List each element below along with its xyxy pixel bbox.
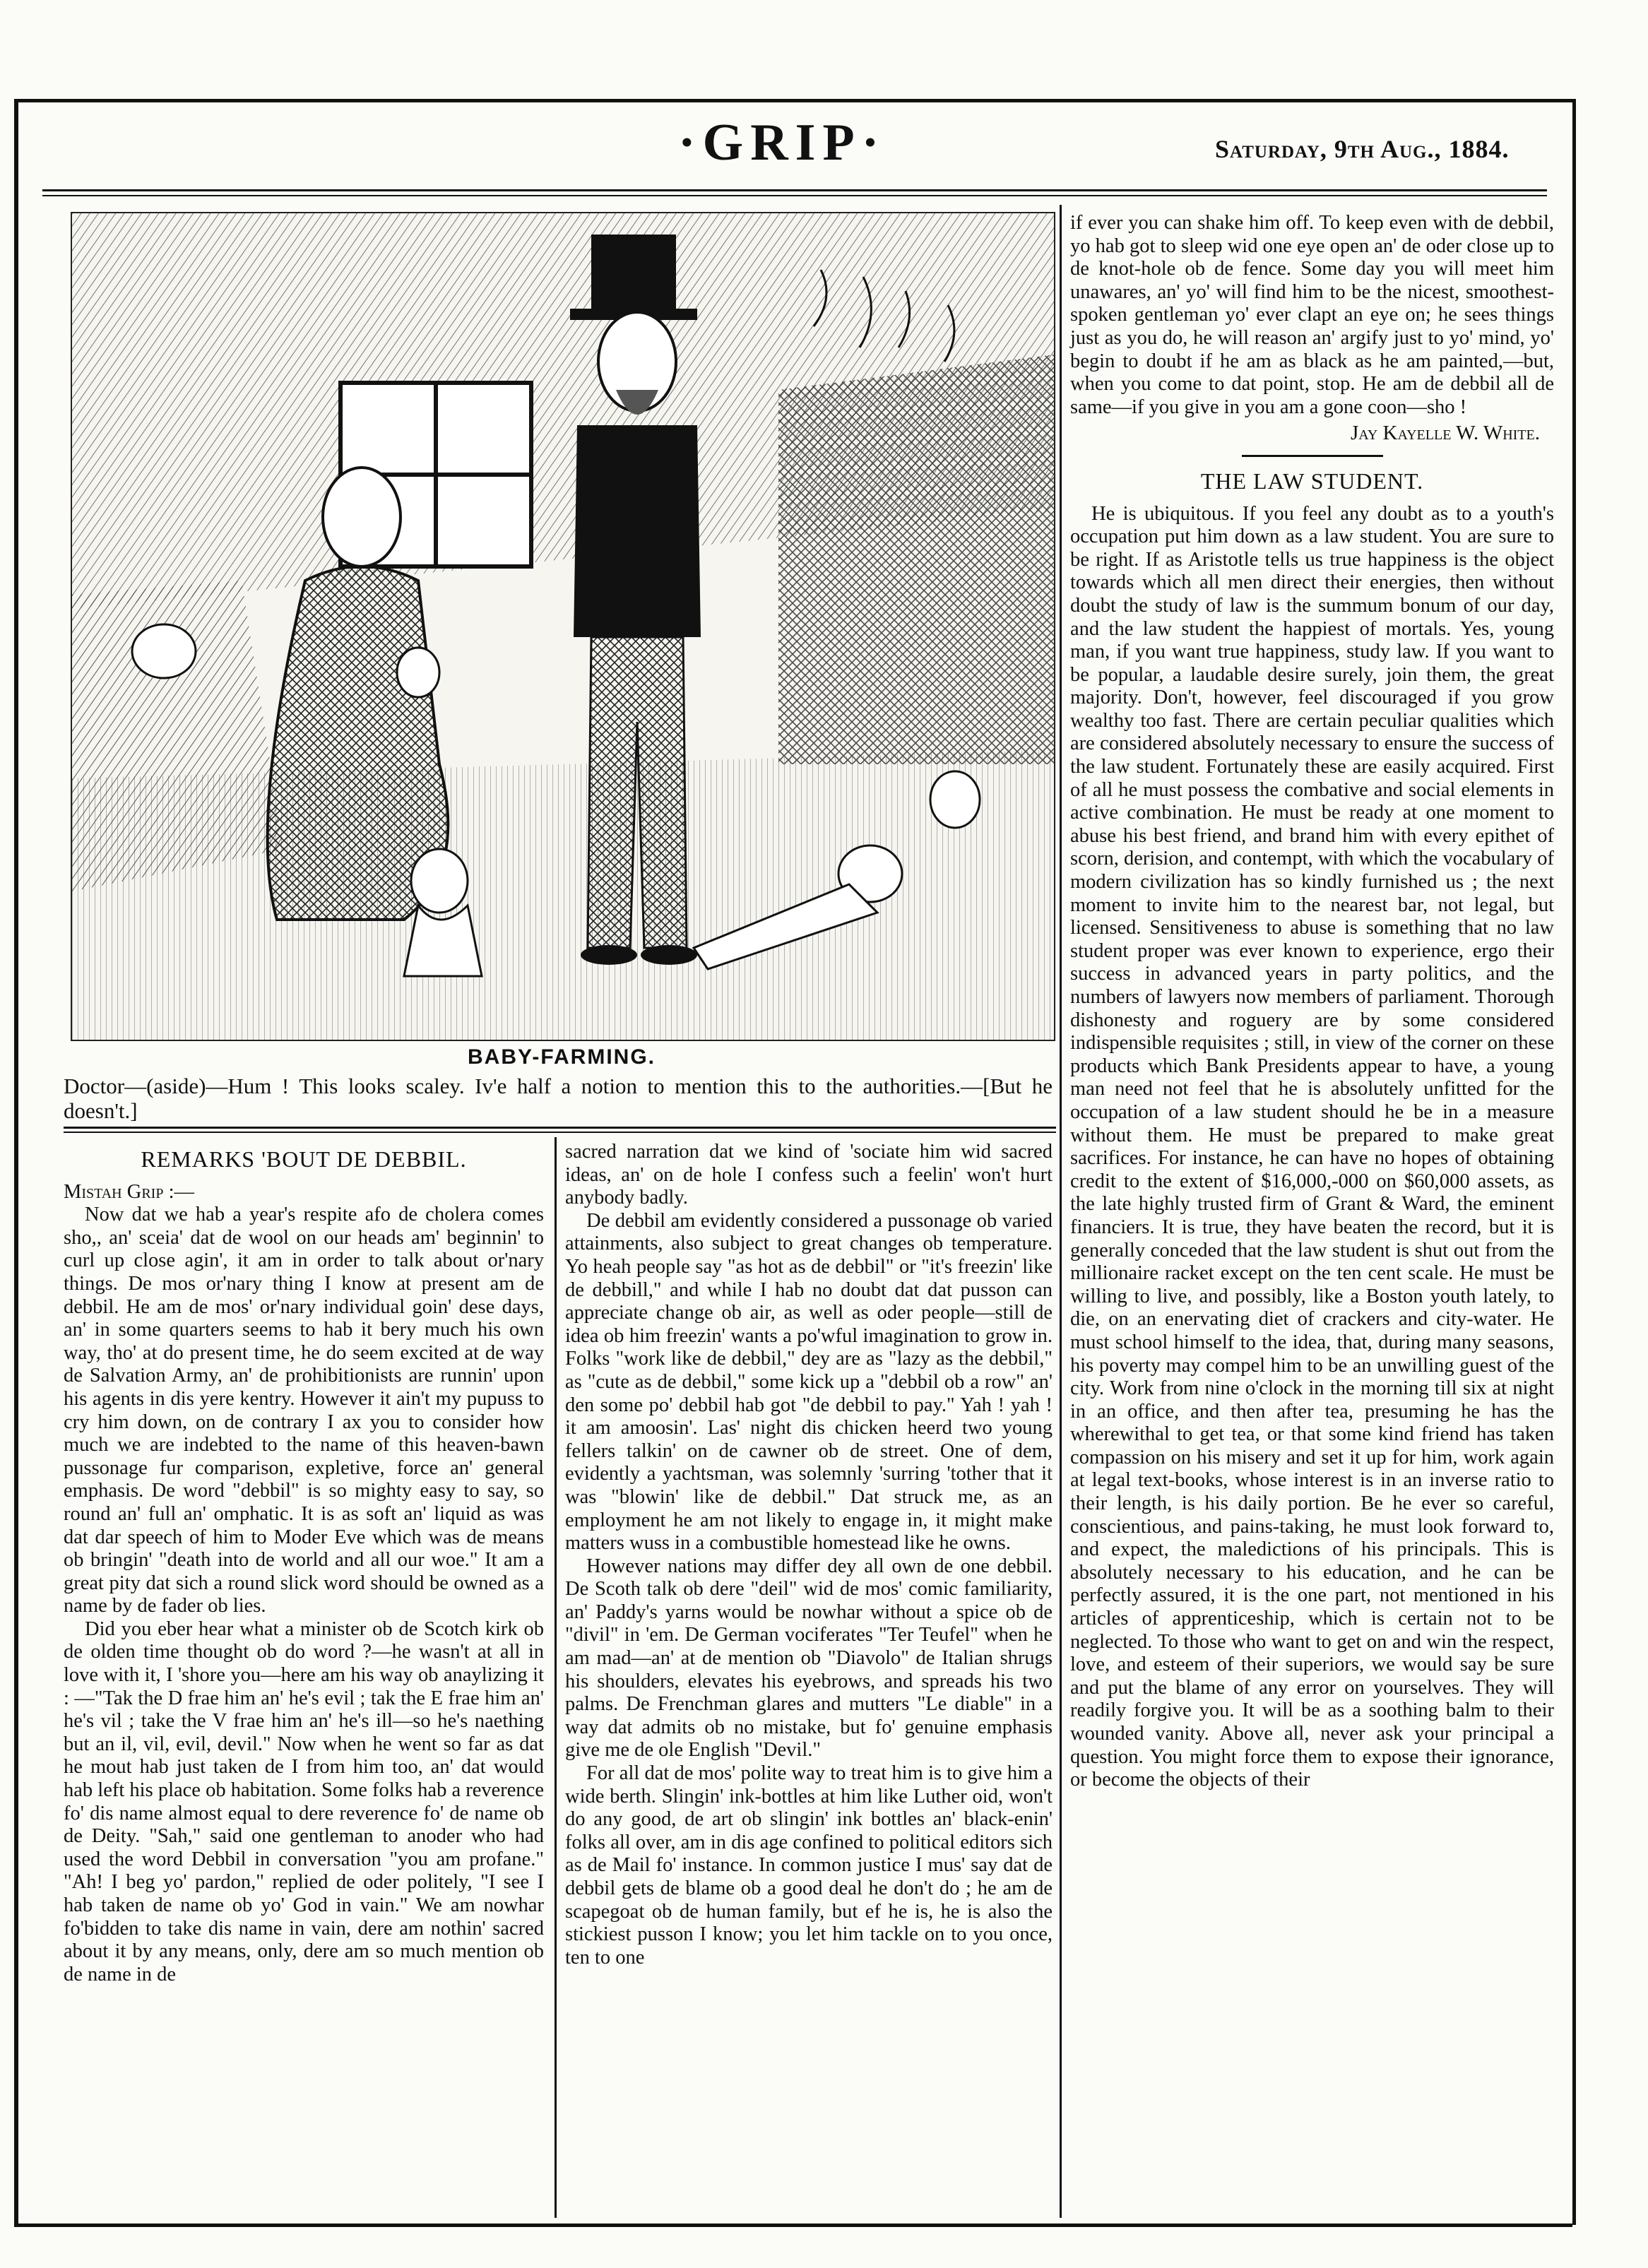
salutation: Mistah Grip :— [64, 1180, 194, 1203]
article-remarks-column-1 [64, 1148, 544, 1986]
paragraph: However nations may differ dey all own de one debbil. De Scoth talk ob dere "deil" wid de mos' comic familiarity, an' Paddy's yarns would be nowhar without a spice ob de "divil" in 'em. De German vociferates "Ter Teufel" when he am mad—an' at de mention ob "Diavolo" de Italian shrugs his shoulders, elevates his eyebrows, and spreads his two palms. De Frenchman glares and mutters "Le diable" in a way dat admits ob no mistake, but fo' genuine emphasis give me de ole English "Devil." [565, 1555, 1053, 1762]
cartoon-drawing [72, 213, 1054, 1040]
article-title-law-student: THE LAW STUDENT. [1200, 468, 1424, 494]
caption-rule [64, 1127, 1056, 1129]
paragraph: Did you eber hear what a minister ob de Scotch kirk ob de olden time thought ob do word ?—he wasn't at all in love with it, I 'shore you—here am his way ob anaylizing it : —"Tak the D frae him an' he's evil ; tak the E frae him an' he's vil ; take the V frae him an' he's ill—so he's naething but an il, vil, evil, devil." Now when he went so far as dat he mout hab just taken de I from him too, an' dat would hab left his place ob habitation. Some folks hab a reverence fo' dis name almost equal to dere reverence fo' de name ob de Deity. "Sah," said one gentleman to anoder who had used the word Debbil in conversation "you am profane." "Ah! I beg yo' pardon," replied de oder politely, "I see I hab taken de name ob yo' God in vain." We am nowhar fo'bidden to take dis name in vain, dere am nothin' sacred about it by any means, only, dere am so much mention ob de name in de [64, 1617, 544, 1985]
masthead-rule [42, 189, 1547, 191]
article-column-3 [1070, 212, 1554, 1792]
column-divider-left [555, 1137, 557, 2218]
paragraph: if ever you can shake him off. To keep even with de debbil, yo hab got to sleep wid one eye open an' de oder close up to de knot-hole ob de fence. Some day you will meet him unawares, an' yo' will find him to be the nicest, smoothest-spoken gentleman yo' ever clapt an eye on; he sees things just as you do, he will reason an' argify just to yo' mind, yo' begin to doubt if he am as black as he am painted,—but, when you come to dat point, stop. He am de debbil all de same—if you give in you am a gone coon—sho ! [1070, 212, 1554, 418]
caption-rule-2 [64, 1132, 1056, 1133]
column-divider-right [1060, 205, 1062, 2218]
issue-date: Saturday, 9th Aug., 1884. [1215, 135, 1510, 163]
paragraph: For all dat de mos' polite way to treat him is to give him a wide berth. Slingin' ink-bottles at him like Luther oid, won't do any good, de art ob slingin' ink bottles an' black-enin' folks all over, am in dis age confined to political editors sich as de Mail fo' instance. In common justice I mus' say dat de debbil gets de blame ob a good deal he don't do ; he am de scapegoat ob de human family, but ef he is, he is also the stickiest pusson I know; you let him tackle on to you once, ten to one [565, 1762, 1053, 1969]
masthead [0, 113, 1648, 184]
baby-farming-illustration [71, 212, 1055, 1041]
masthead-rule-2 [42, 195, 1547, 196]
top-border [14, 99, 1572, 102]
article-remarks-column-2 [565, 1141, 1053, 1969]
article-title-remarks: REMARKS 'BOUT DE DEBBIL. [141, 1146, 467, 1172]
cartoon-caption: Doctor—(aside)—Hum ! This looks scaley. Iv'e half a notion to mention this to the authorities.—[But he doesn't.] [64, 1074, 1053, 1123]
cartoon-title: BABY-FARMING. [468, 1045, 656, 1069]
paragraph: Now dat we hab a year's respite afo de cholera comes sho,, an' sceia' dat de wool on our heads am' beginnin' to curl up close agin', it am in order to talk about or'nary things. De mos or'nary thing I know at present am de debbil. He am de mos' or'nary individual goin' dese days, an' in some quarters seems to hab it bery much his own way, tho' at do present time, he do seem excited at de way de Salvation Army, an' de prohibitionists are runnin' upon his agents in dis yere kentry. However it ain't my pupuss to cry him down, on de contrary I ax you to consider how much we are indebted to the name of this heaven-bawn pussonage fur comparison, expletive, force an' general emphasis. De word "debbil" is so mighty easy to say, so round an' full an' omphatic. It is as soft an' liquid as was dat dar speech of him to Moder Eve which was de means ob bringin' "death into de world and all our woe." It am a great pity dat sich a round slick word should be owned as a name by de fader ob lies. [64, 1204, 544, 1617]
masthead-title: ·GRIP· [678, 114, 887, 172]
article-separator [1242, 455, 1383, 457]
bottom-border [14, 2224, 1572, 2227]
paragraph: He is ubiquitous. If you feel any doubt as to a youth's occupation put him down as a law student. You are sure to be right. If as Aristotle tells us true happiness is the object towards which all men direct their energies, then without doubt the study of law is the summum bonum of our day, and the law student the happiest of mortals. Yes, young man, if you want true happiness, study law. If you want to be popular, a laudable desire surely, join them, the great majority. Don't, however, feel discouraged if you grow wealthy too fast. There are certain peculiar qualities which are considered absolutely necessary to ensure the success of the law student. Fortunately these are easily acquired. First of all he must possess the combative and social elements in active combination. He must be ready at one moment to abuse his best friend, and brand him with every epithet of scorn, derision, and contempt, with which the vocabulary of modern civilization has so kindly furnished us ; the next moment to invite him to the nearest bar, not legal, but licensed. Sensitiveness to abuse is something that no law student proper was ever known to experience, ergo their success in advanced years in party politics, and the numbers of lawyers now members of parliament. Thorough dishonesty and roguery are by some considered indispensible requisites ; still, in view of the corner on these products which Bank Presidents appear to have, a young man need not feel that he is absolutely unfitted for the occupation of a law student should he be in a measure without them. He must be prepared to make great sacrifices. For instance, he can have no hopes of obtaining credit to the extent of $16,000,-000 on $60,000 assets, as the late highly trusted firm of Grant & Ward, the eminent financiers. It is true, they have beaten the record, but it is generally conceded that the law student is shut out from the millionaire racket except on the ten cent scale. He must be willing to live, and possibly, like a Boston youth lately, to die, on an enervating diet of crackers and city-water. He must school himself to the idea, that, during many seasons, his poverty may compel him to be an unwilling guest of the city. Work from nine o'clock in the morning till six at night in an office, and then after tea, presuming he has the wherewithal to get tea, or that some kind friend has taken compassion on his misery and set it up for him, work again at legal text-books, whose interest is in an inverse ratio to their length, is his daily portion. Be he ever so careful, conscientious, and pains-taking, he must look forward to, and expect, the maledictions of his principals. This is absolutely necessary to his education, and he can be perfectly assured, it is the one part, not mentioned in his articles of apprenticeship, which is certain not to be neglected. To those who want to get on and win the respect, love, and esteem of their superiors, we would say be sure and put the blame of any error on yourselves. They will readily forgive you. It will be as a soothing balm to their wounded vanity. Above all, never ask your principal a question. You might force them to expose their ignorance, or become the objects of their [1070, 502, 1554, 1791]
paragraph: De debbil am evidently considered a pussonage ob varied attainments, also subject to great changes ob temperature. Yo heah people say "as hot as de debbil" or "it's freezin' like de debbill," and while I hab no doubt dat dat pusson can appreciate change ob air, as well as oder people—still de idea ob him freezin' wants a po'wful imagination to grow in. Folks "work like de debbil," dey are as "lazy as the debbil," as "cute as de debbil," some kick up a "debbil ob a row" an' den some po' debbil hab got "de debbil to pay." Yah ! yah ! it am amoosin'. Las' night dis chicken heerd two young fellers talkin' on de cawner ob de street. One of dem, evidently a yachtsman, was solemnly 'surring 'tother that it was "blowin' like de debbil." Dat struck me, as an employment he am not likely to engage in, it might make matters wuss in a combustible homestead like he owns. [565, 1209, 1053, 1555]
paragraph: sacred narration dat we kind of 'sociate him wid sacred ideas, an' on de hole I confess such a feelin' won't hurt anybody badly. [565, 1141, 1053, 1209]
signature: Jay Kayelle W. White. [1350, 422, 1540, 445]
